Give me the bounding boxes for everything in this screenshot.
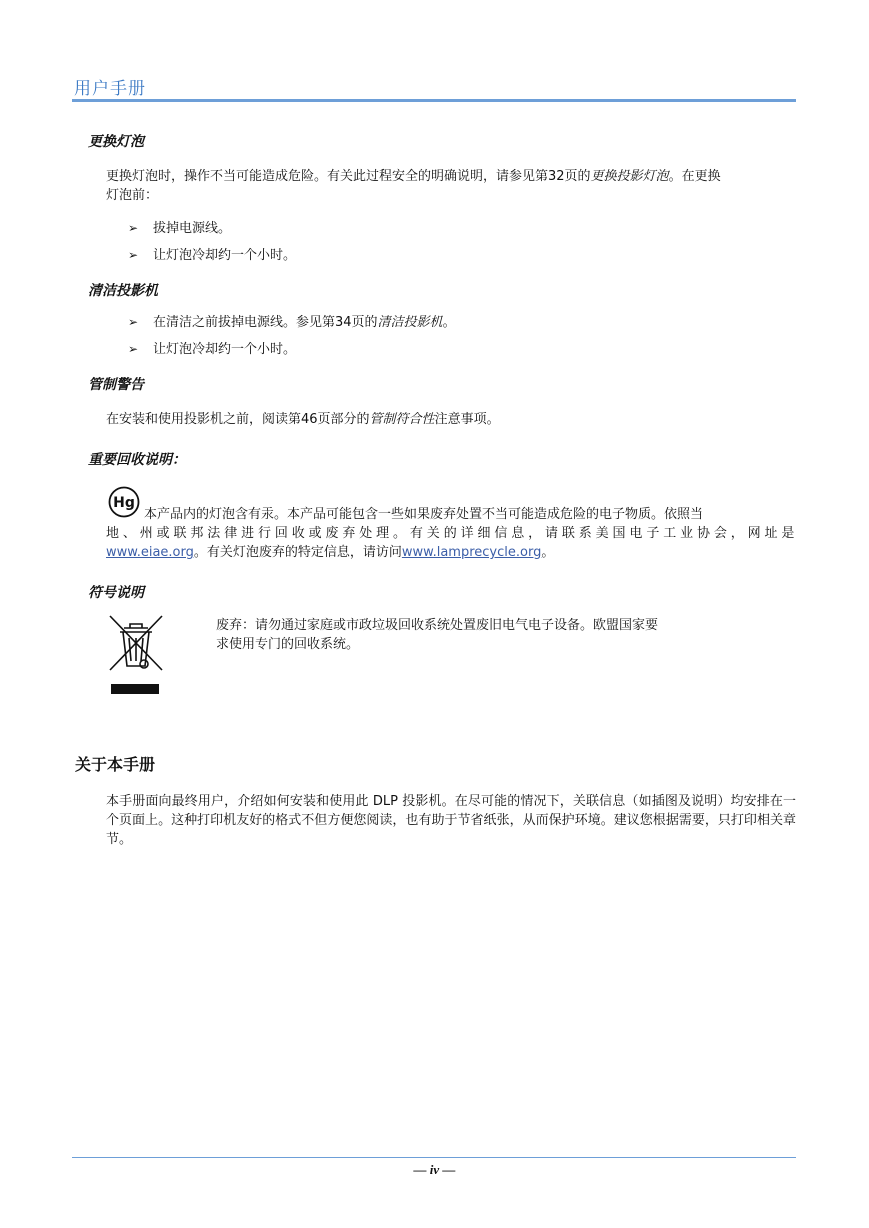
regulation-text: 在安装和使用投影机之前，阅读第46页部分的 [106,412,370,427]
bullet-text: 拔掉电源线。 [153,221,232,236]
clean-ref: 清洁投影机 [377,315,443,330]
about-paragraph: 本手册面向最终用户，介绍如何安装和使用此 DLP 投影机。在尽可能的情况下，关联信息（如插图及说明）均安排在一个页面上。这种打印机友好的格式不但方便您阅读，也有助于节省纸张，从而保护环境。建议您根据需要，只打印相关章节。 [106,794,796,847]
symbol-line-1: 废弃：请勿通过家庭或市政垃圾回收系统处置废旧电气电子设备。欧盟国家要 [216,618,659,633]
lamp-text-2: 灯泡前： [106,188,159,203]
list-item [128,246,296,265]
arrowhead-bullet-icon: ➢ [128,342,139,356]
arrowhead-bullet-icon: ➢ [128,248,139,262]
lamp-heading: 更换灯泡 [88,134,144,150]
footer-divider [72,1157,796,1158]
lamp-text-1-end: 。在更换 [668,169,721,184]
clean-heading: 清洁投影机 [88,283,158,299]
lamp-paragraph [106,167,796,205]
recycle-line-3: 。有关灯泡废弃的特定信息，请访问 [193,545,402,560]
list-item [128,219,231,238]
symbol-heading: 符号说明 [88,585,144,601]
header-divider [72,99,796,102]
recycle-line-3-end: 。 [541,545,555,560]
arrowhead-bullet-icon: ➢ [128,315,139,329]
recycle-line-2: 地、州或联邦法律进行回收或废弃处理。有关的详细信息，请联系美国电子工业协会，网址是 [106,526,796,541]
bullet-text: 让灯泡冷却约一个小时。 [153,248,297,263]
eiae-link[interactable]: www.eiae.org [106,545,194,560]
regulation-ref: 管制符合性 [369,412,435,427]
regulation-text-end: 注意事项。 [434,412,500,427]
list-item [128,340,296,359]
bullet-text: 在清洁之前拔掉电源线。参见第34页的 [153,315,378,330]
lamp-replace-ref: 更换投影灯泡 [590,169,669,184]
bullet-text-end: 。 [442,315,456,330]
recycle-heading: 重要回收说明： [88,452,186,468]
about-heading: 关于本手册 [75,755,156,774]
page-number: — iv — [413,1162,456,1177]
header-title: 用户手册 [74,79,146,99]
symbol-paragraph [216,616,726,654]
symbol-line-2: 求使用专门的回收系统。 [216,637,360,652]
lamprecycle-link[interactable]: www.lamprecycle.org [401,545,542,560]
recycle-line-1: 本产品内的灯泡含有汞。本产品可能包含一些如果废弃处置不当可能造成危险的电子物质。依照当 [144,507,704,522]
arrowhead-bullet-icon: ➢ [128,221,139,235]
regulation-paragraph [106,410,796,429]
recycle-paragraph [106,505,796,562]
crossed-out-bin-icon [108,614,164,696]
lamp-text-1: 更换灯泡时，操作不当可能造成危险。有关此过程安全的明确说明，请参见第32页的 [106,169,591,184]
regulation-heading: 管制警告 [88,377,144,393]
list-item [128,313,456,332]
hg-label: Hg [113,495,135,511]
bullet-text: 让灯泡冷却约一个小时。 [153,342,297,357]
